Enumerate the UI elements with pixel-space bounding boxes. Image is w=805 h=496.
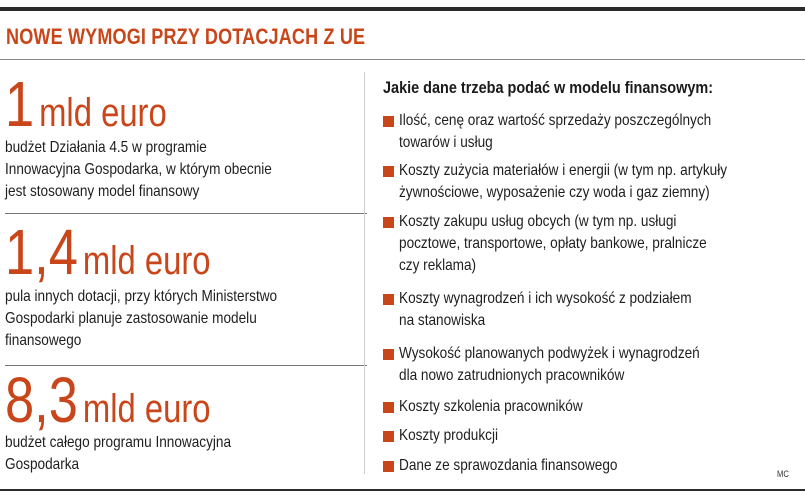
list-item-text [399,425,790,447]
list-item-line: czy reklama) [399,257,477,274]
list-item-line: Ilość, cenę oraz wartość sprzedaży poszczególnych [399,112,712,129]
top-rule [0,7,805,11]
square-bullet-icon [383,349,394,360]
list-item-line: Koszty wynagrodzeń i ich wysokość z podziałem [399,290,692,307]
column-divider [364,72,365,474]
list-item-line: Koszty produkcji [399,427,499,444]
list-item-line: pocztowe, transportowe, opłaty bankowe, pralnicze [399,235,707,252]
stat-description-line: finansowego [5,332,82,349]
list-item-line: na stanowiska [399,312,486,329]
list-item-text [399,288,790,332]
infographic-title: NOWE WYMOGI PRZY DOTACJACH Z UE [6,24,366,49]
list-item-text [399,396,790,418]
stat-description-line: Innowacyjna Gospodarka, w którym obecnie [5,161,272,178]
stat-unit: mld euro [82,387,211,431]
stat-figure [5,364,211,436]
list-item-line: Koszty zużycia materiałów i energii (w tym np. artykuły [399,162,728,179]
square-bullet-icon [383,294,394,305]
square-bullet-icon [383,217,394,228]
list-item-line: Koszty szkolenia pracowników [399,398,583,415]
stat-description-line: jest stosowany model finansowy [5,183,200,200]
square-bullet-icon [383,402,394,413]
stat-unit: mld euro [39,91,167,135]
list-item-text [399,160,790,204]
stat-number: 1 [5,68,35,140]
list-item-text [399,343,790,387]
list-item-text [399,211,790,277]
author-credit: MC [777,469,789,479]
list-item-text [399,110,790,154]
list-item-line: towarów i usług [399,134,493,151]
square-bullet-icon [383,431,394,442]
list-item-line: żywnościowe, wyposażenie czy woda i gaz ziemny) [399,184,710,201]
stat-figure [5,216,211,288]
stat-description-line: budżet całego programu Innowacyjna [5,434,232,451]
list-item-line: dla nowo zatrudnionych pracowników [399,367,625,384]
list-item-line: Wysokość planowanych podwyżek i wynagrodzeń [399,345,700,362]
stat-figure [5,68,167,140]
square-bullet-icon [383,116,394,127]
title-rule [0,59,805,60]
stat-number: 8,3 [5,364,78,436]
stat-description-line: budżet Działania 4.5 w programie [5,139,207,156]
square-bullet-icon [383,461,394,472]
list-item-text [399,455,790,477]
stat-description [5,432,362,476]
stat-description [5,137,362,203]
stat-description-line: pula innych dotacji, przy których Ministerstwo [5,288,278,305]
square-bullet-icon [383,166,394,177]
stat-separator [5,213,367,214]
stat-number: 1,4 [5,216,78,288]
stat-unit: mld euro [82,239,211,283]
stat-description [5,286,362,352]
bottom-rule [0,489,805,491]
list-item-line: Koszty zakupu usług obcych (w tym np. usługi [399,213,677,230]
stat-description-line: Gospodarki planuje zastosowanie modelu [5,310,257,327]
financial-model-heading: Jakie dane trzeba podać w modelu finansowym: [383,78,714,97]
list-item-line: Dane ze sprawozdania finansowego [399,457,618,474]
stat-description-line: Gospodarka [5,456,80,473]
